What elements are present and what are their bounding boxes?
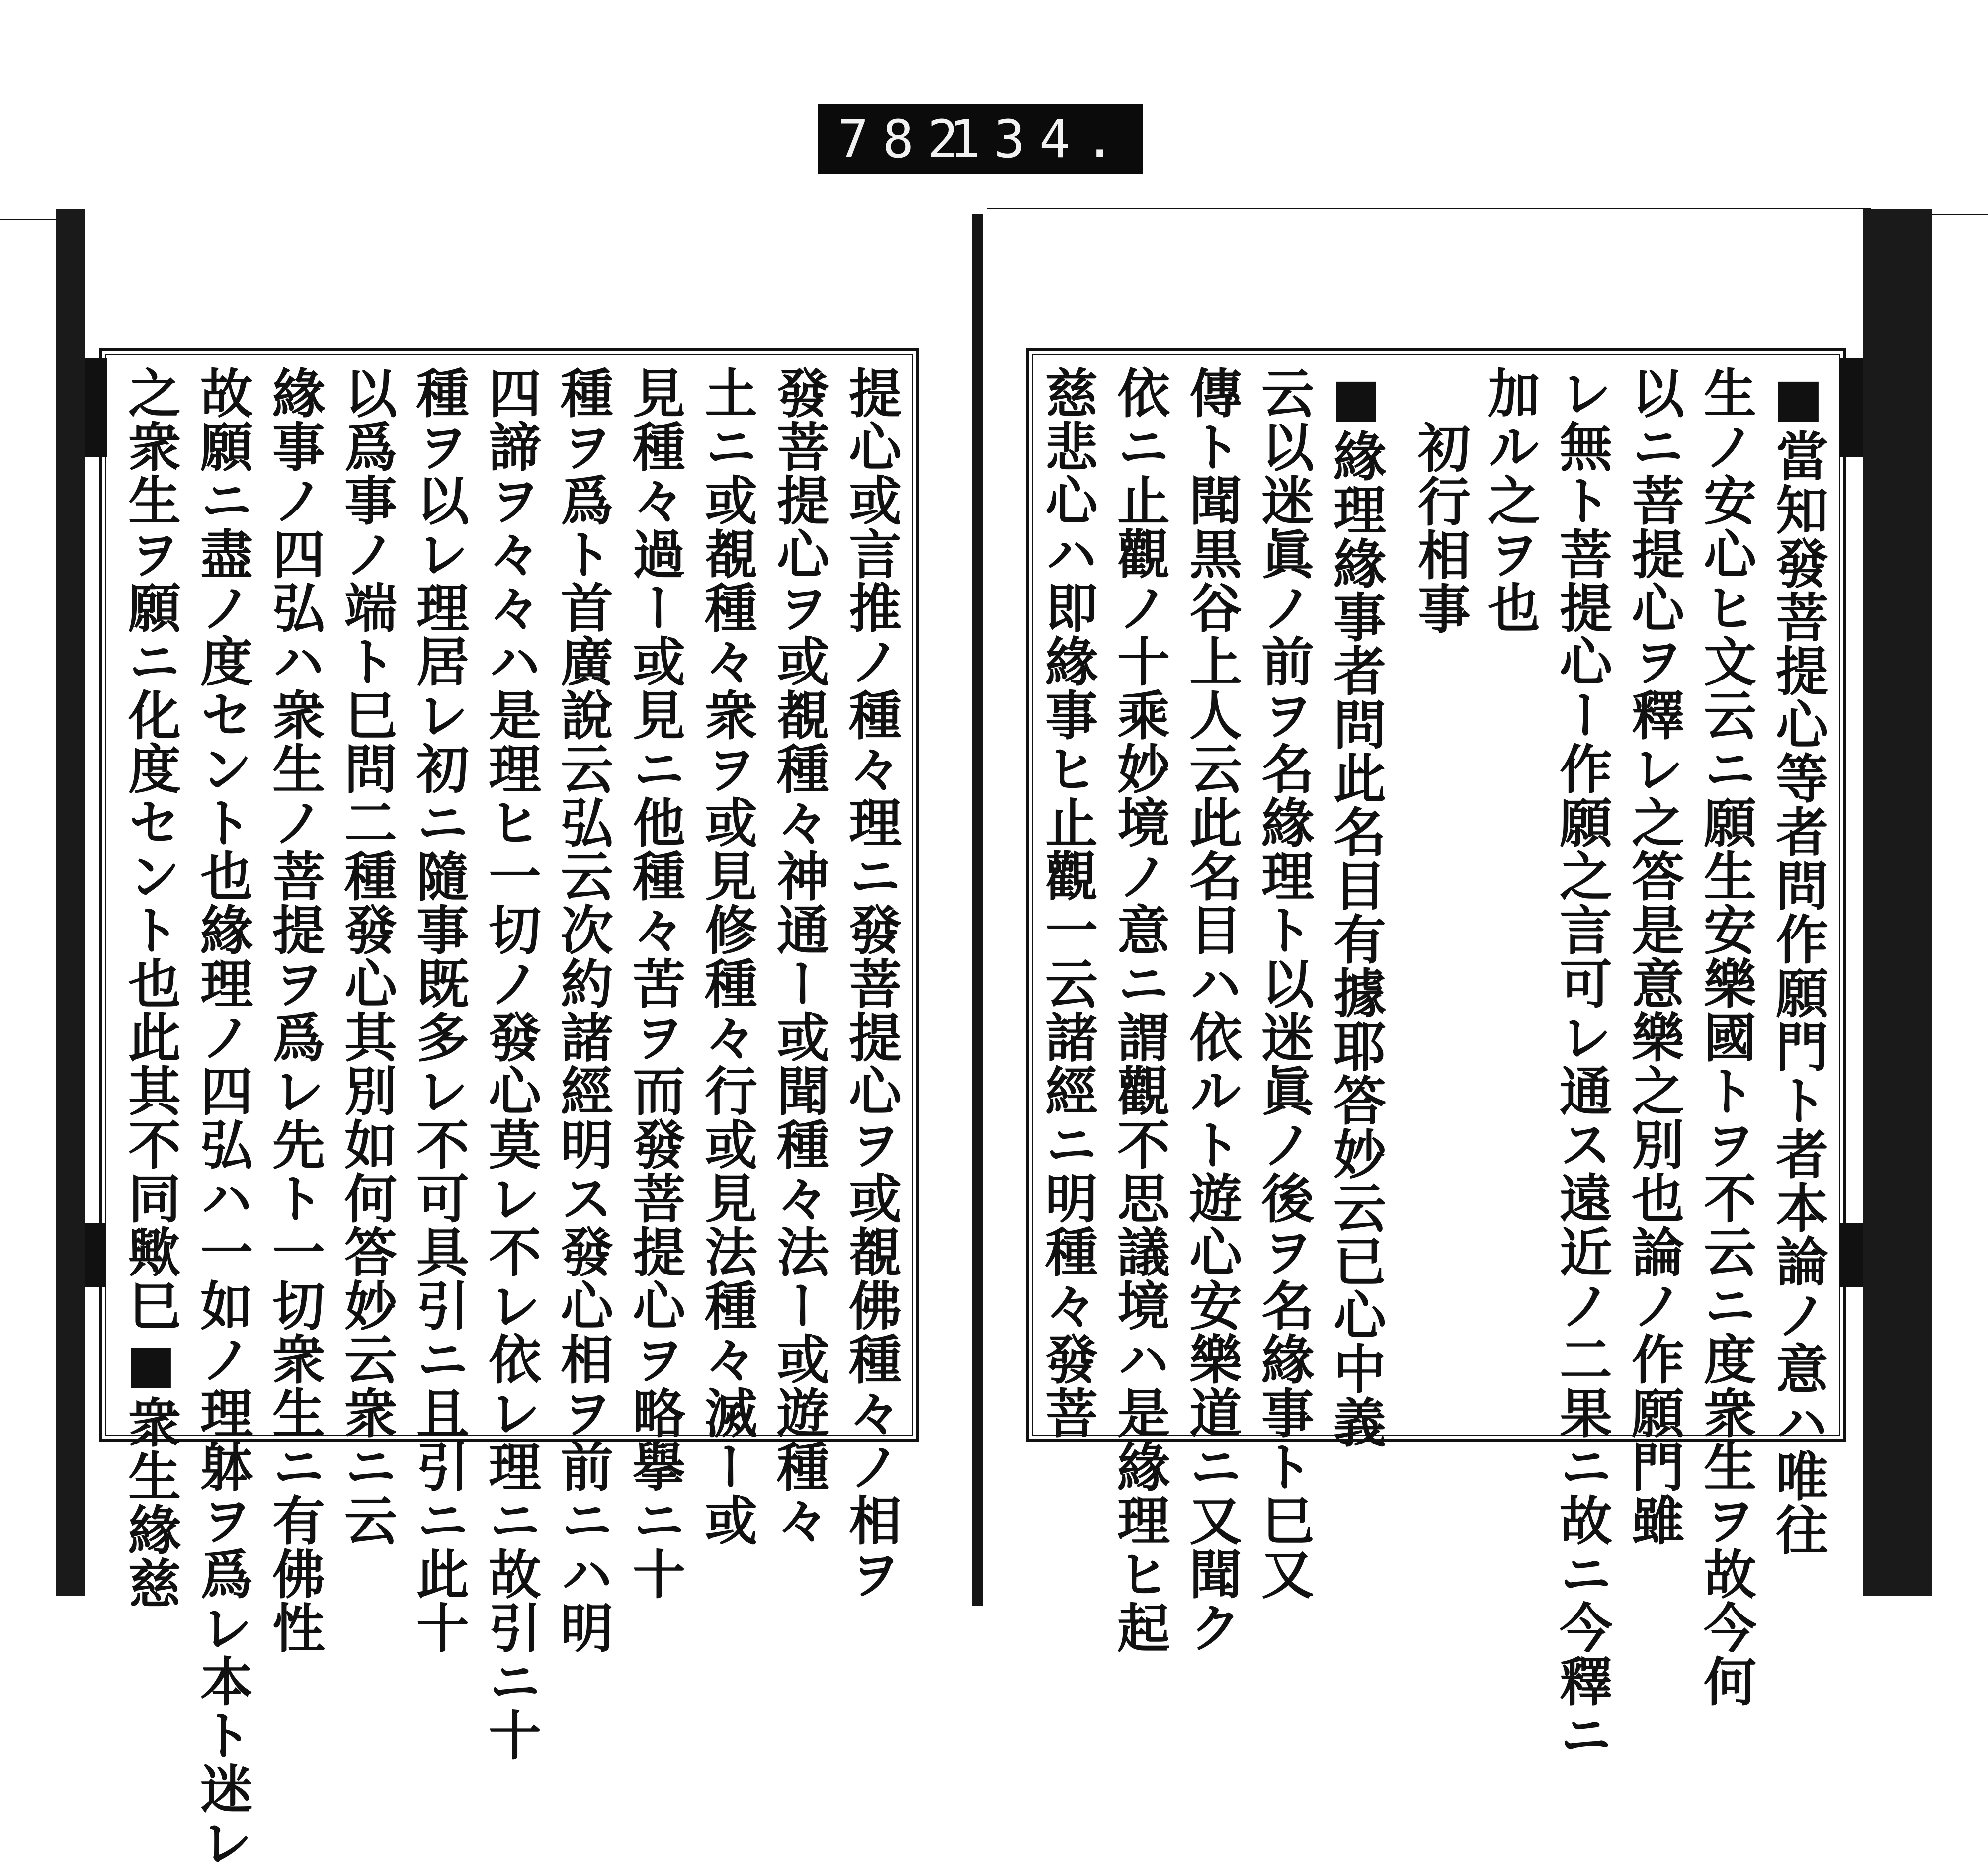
text-column: 依ニ止觀ノ十乘妙境ノ意ニ謂觀不思議境ハ是緣理ヒ起 bbox=[1109, 366, 1171, 1654]
text-column: 加ル之ヲ也 bbox=[1479, 366, 1541, 634]
text-column: 見種々過ー或見ニ他種々苦ヲ而發菩提心ヲ略擧ニ十 bbox=[624, 366, 686, 1601]
left-page-text-frame bbox=[99, 348, 919, 1869]
text-column: 之衆生ヲ願ニ化度セント也此其不同歟巳■衆生緣慈 bbox=[120, 366, 182, 1610]
text-column: 緣事ノ四弘ハ衆生ノ菩提ヲ爲レ先ト一切衆生ニ有佛性 bbox=[264, 366, 326, 1654]
section-heading: 初行相事 bbox=[1409, 421, 1472, 635]
text-column: 生ノ安心ヒ文云ニ願生安樂國トヲ不云ニ度衆生ヲ故今何 bbox=[1695, 366, 1757, 1708]
scan-line-left bbox=[0, 219, 57, 220]
text-column: 四諦ヲ々々ハ是理ヒ一切ノ發心莫レ不レ依レ理ニ故引ニ十 bbox=[480, 366, 542, 1762]
microfilm-label bbox=[818, 104, 1143, 174]
page-top-edge-right bbox=[987, 208, 1871, 209]
text-column: 故願ニ盡ノ度セント也緣理ノ四弘ハ一如ノ理躰ヲ爲レ本ト迷レ bbox=[192, 366, 254, 1869]
text-column: 傳ト聞黒谷上人云此名目ハ依ルト遊心安樂道ニ又聞ク bbox=[1181, 366, 1243, 1654]
text-column: 以爲事ノ端ト巳問二種發心其別如何答妙云衆ニ云 bbox=[336, 366, 398, 1547]
text-column: 種ヲ爲ト首廣說云弘云次約諸經明ス發心相ヲ前ニハ明 bbox=[552, 366, 614, 1654]
text-column: ■緣理緣事者問此名目有據耶答妙云已心中義 bbox=[1325, 366, 1387, 1449]
film-number-left: 782 bbox=[837, 109, 973, 170]
text-column: 以ニ菩提心ヲ釋レ之答是意樂之別也論ノ作願門雖 bbox=[1623, 366, 1685, 1547]
text-column: 種ヲ以レ理居レ初ニ隨事既多レ不可具引ニ且引ニ此十 bbox=[408, 366, 470, 1654]
right-page-outer-edge bbox=[1863, 209, 1932, 1596]
text-column: 云以迷眞ノ前ヲ名緣理ト以迷眞ノ後ヲ名緣事ト巳又 bbox=[1253, 366, 1315, 1601]
text-column: レ無ト菩提心ー作願之言可レ通ス遠近ノ二果ニ故ニ今釋ニ bbox=[1551, 366, 1613, 1762]
left-page-outer-edge bbox=[56, 209, 85, 1596]
center-spine bbox=[972, 214, 983, 1606]
text-column: 土ニ或覩種々衆ヲ或見修種々行或見法種々滅ー或 bbox=[696, 366, 758, 1547]
film-number-right: 134. bbox=[949, 109, 1129, 170]
text-column: 慈悲心ハ即緣事ヒ止觀一云諸經ニ明種々發菩 bbox=[1037, 366, 1099, 1440]
right-page-text-frame bbox=[1026, 348, 1846, 1762]
text-column: ■當知發菩提心等者問作願門ト者本論ノ意ハ唯往 bbox=[1767, 366, 1829, 1556]
text-column: 提心或言推ノ種々理ニ發菩提心ヲ或覩佛種々ノ相ヲ bbox=[840, 366, 903, 1601]
text-column: 發菩提心ヲ或覩種々神通ー或聞種々法ー或遊種々 bbox=[768, 366, 830, 1547]
scan-line-right bbox=[1923, 214, 1988, 215]
